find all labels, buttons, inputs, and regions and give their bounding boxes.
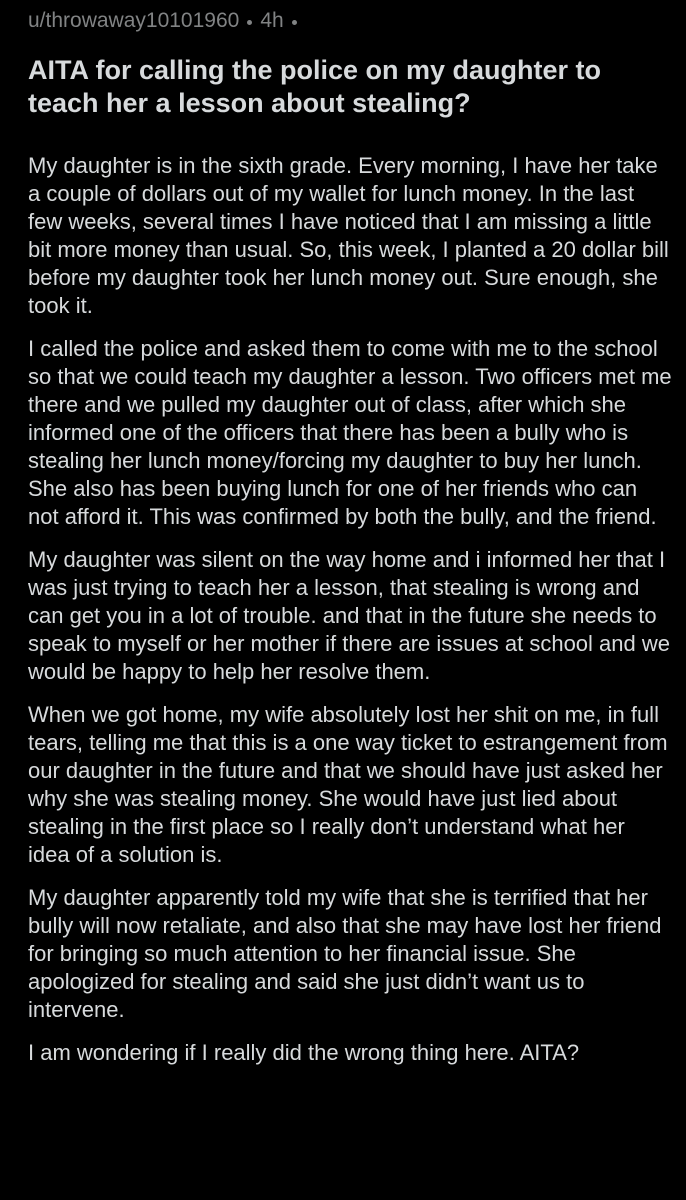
- post-meta: [28, 6, 672, 36]
- post-paragraph: When we got home, my wife absolutely lost her shit on me, in full tears, telling me that this is a one way ticket to estrangement from our daughter in the future and that we should have just asked her why she was stealing money. She would have just lied about stealing in the first place so I really don’t understand what her idea of a solution is.: [28, 702, 668, 867]
- post-paragraph: My daughter apparently told my wife that she is terrified that her bully will now retaliate, and also that she may have lost her friend for bringing so much attention to her financial issue. She apologized for stealing and said she just didn’t want us to intervene.: [28, 885, 662, 1022]
- post-paragraph: My daughter is in the sixth grade. Every morning, I have her take a couple of dollars out of my wallet for lunch money. In the last few weeks, several times I have noticed that I am missing a little bit more money than usual. So, this week, I planted a 20 dollar bill before my daughter took her lunch money out. Sure enough, she took it.: [28, 153, 669, 318]
- post-paragraph: I am wondering if I really did the wrong thing here. AITA?: [28, 1040, 580, 1065]
- separator-dot-icon: [292, 20, 297, 25]
- post-title[interactable]: AITA for calling the police on my daughter to teach her a lesson about stealing?: [28, 55, 602, 118]
- separator-dot-icon: [247, 20, 252, 25]
- post-age: 4h: [260, 9, 284, 32]
- post-paragraph: My daughter was silent on the way home and i informed her that I was just trying to teach her a lesson, that stealing is wrong and can get you in a lot of trouble. and that in the future she needs to speak to myself or her mother if there are issues at school and we would be happy to help her resolve them.: [28, 547, 670, 684]
- post-body: [28, 152, 672, 1067]
- post: [28, 6, 672, 1082]
- author-link[interactable]: u/throwaway10101960: [28, 9, 240, 32]
- post-paragraph: I called the police and asked them to come with me to the school so that we could teach my daughter a lesson. Two officers met me there and we pulled my daughter out of class, after which she informed one of the officers that there has been a bully who is stealing her lunch money/forcing my daughter to buy her lunch. She also has been buying lunch for one of her friends who can not afford it. This was confirmed by both the bully, and the friend.: [28, 336, 672, 529]
